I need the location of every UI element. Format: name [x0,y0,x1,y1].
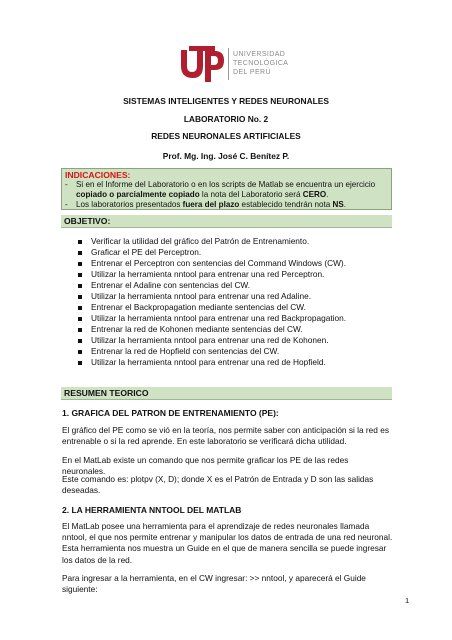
indicaciones-line-3: - Los laboratorios presentados fuera del plazo establecido tendrán nota NS. [65,200,346,209]
section-2-paragraph-2: Para ingresar a la herramienta, en el CW ingresar: >> nntool, y aparecerá el Guide siguiente: [62,573,366,595]
list-item: Entrenar la red de Hopfield con sentencias del CW. [78,346,398,357]
section-2-heading: 2. LA HERRAMIENTA NNTOOL DEL MATLAB [62,505,242,515]
square-bullet-icon [78,262,82,266]
square-bullet-icon [78,328,82,332]
list-item: Utilizar la herramienta nntool para entrenar una red Perceptron. [78,269,398,280]
section-1-paragraph-3: Este comando es: plotpv (X, D); donde X es el Patrón de Entrada y D son las salidas deseadas. [62,474,374,496]
objetivo-header [61,215,392,228]
section-1-heading: 1. GRAFICA DEL PATRON DE ENTRENAMIENTO (PE): [62,408,279,418]
list-item: Verificar la utilidad del gráfico del Patrón de Entrenamiento. [78,236,398,247]
square-bullet-icon [78,306,82,310]
square-bullet-icon [78,361,82,365]
section-1-paragraph-2: En el MatLab existe un comando que nos permite graficar los PE de las redes neuronales. [62,455,349,477]
section-2-paragraph-1: El MatLab posee una herramienta para el aprendizaje de redes neuronales llamada nntool, el que nos permite entrenar y manipular los datos de entrada de una red neuronal. Esta herramienta nos muestra un Guide en el que de manera sencilla se puede ingresar los datos de la red. [62,521,393,565]
list-item: Utilizar la herramienta nntool para entrenar una red de Hopfield. [78,357,398,368]
square-bullet-icon [78,284,82,288]
professor-name: Prof. Mg. Ing. José C. Benítez P. [162,151,290,161]
utp-logo-mark-icon [179,44,225,84]
square-bullet-icon [78,240,82,244]
resumen-title: RESUMEN TEORICO [64,388,149,398]
logo-text: UNIVERSIDAD TECNOLÓGICA DEL PERÚ [233,51,289,76]
list-item: Entrenar el Backpropagation mediante sentencias del CW. [78,302,398,313]
square-bullet-icon [78,339,82,343]
objetivo-title: OBJETIVO: [64,216,111,226]
course-title: SISTEMAS INTELIGENTES Y REDES NEURONALES [123,96,329,106]
list-item: Utilizar la herramienta nntool para entrenar una red Adaline. [78,291,398,302]
page-number: 1 [405,596,410,605]
list-item: Utilizar la herramienta nntool para entrenar una red de Kohonen. [78,335,398,346]
indicaciones-line-2: copiado o parcialmente copiado la nota del Laboratorio será CERO. [76,190,329,199]
list-item: Utilizar la herramienta nntool para entrenar una red Backpropagation. [78,313,398,324]
list-item: Entrenar la red de Kohonen mediante sentencias del CW. [78,324,398,335]
logo-divider [228,48,229,80]
indicaciones-title: INDICACIONES: [65,170,131,180]
square-bullet-icon [78,273,82,277]
square-bullet-icon [78,251,82,255]
lab-number: LABORATORIO No. 2 [183,114,269,124]
list-item: Entrenar el Adaline con sentencias del CW. [78,280,398,291]
section-1-paragraph-1: El gráfico del PE como se vió en la teoría, nos permite saber con anticipación si la red es entrenable o si la red aprende. En este laboratorio se verificará dicha utilidad. [62,425,389,447]
resumen-header [61,387,392,400]
lab-topic: REDES NEURONALES ARTIFICIALES [151,131,301,141]
list-item: Graficar el PE del Perceptron. [78,247,398,258]
square-bullet-icon [78,295,82,299]
list-item: Entrenar el Perceptron con sentencias del Command Windows (CW). [78,258,398,269]
indicaciones-line-1: - Si en el Informe del Laboratorio o en los scripts de Matlab se encuentra un ejercicio [65,180,376,189]
utp-logo [179,44,299,84]
square-bullet-icon [78,350,82,354]
objetivo-list [78,236,398,368]
indicaciones-box [61,168,392,210]
square-bullet-icon [78,317,82,321]
